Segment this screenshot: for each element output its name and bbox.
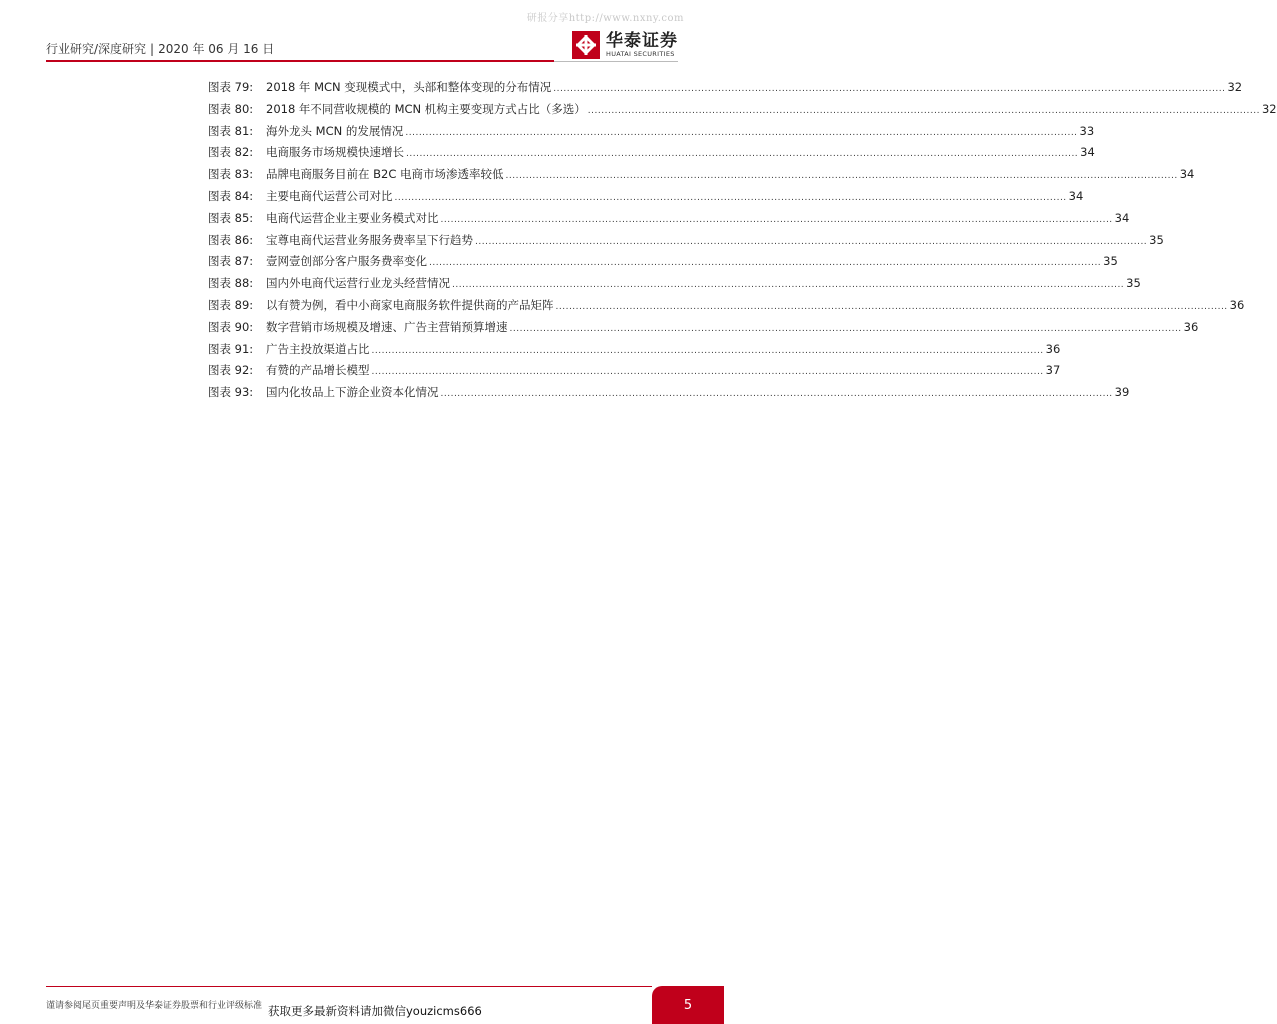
toc-leader-dots: ........................................................................................................................................................................................................ [371, 345, 1044, 356]
toc-entry-label: 图表 90: [208, 319, 254, 334]
toc-entry-page: 35 [1126, 276, 1141, 291]
toc-entry-title: 国内化妆品上下游企业资本化情况 [266, 385, 439, 400]
report-category: 行业研究/深度研究 [46, 42, 147, 56]
toc-leader-dots: ........................................................................................................................................................................................................ [553, 84, 1226, 94]
toc-entry[interactable] [208, 384, 1130, 406]
toc-leader-dots: ........................................................................................................................................................................................................ [394, 192, 1067, 203]
toc-entry-label: 图表 91: [208, 341, 254, 356]
toc-leader-dots: ........................................................................................................................................................................................................ [505, 171, 1178, 182]
huatai-logo [572, 30, 678, 60]
toc-entry[interactable] [208, 275, 1141, 297]
toc-entry-title: 2018 年 MCN 变现模式中，头部和整体变现的分布情况 [266, 80, 552, 94]
disclaimer-note: 谨请参阅尾页重要声明及华泰证券股票和行业评级标准 [46, 1001, 263, 1011]
toc-entry-title: 国内外电商代运营行业龙头经营情况 [266, 276, 450, 291]
toc-entry-label: 图表 83: [208, 167, 254, 182]
toc-entry[interactable] [208, 362, 1061, 384]
promo-text: 获取更多最新资料请加微信youzicms666 [268, 1004, 482, 1018]
toc-entry-title: 海外龙头 MCN 的发展情况 [266, 123, 404, 138]
toc-entry-page: 36 [1183, 319, 1199, 334]
toc-leader-dots: ........................................................................................................................................................................................................ [429, 258, 1102, 269]
toc-entry[interactable] [208, 123, 1095, 145]
header-separator: | [150, 42, 155, 56]
toc-leader-dots: ........................................................................................................................................................................................................ [406, 149, 1079, 160]
toc-entry-label: 图表 86: [208, 232, 254, 247]
toc-entry-label: 图表 88: [208, 276, 254, 291]
toc-leader-dots: ........................................................................................................................................................................................................ [509, 323, 1182, 334]
toc-entry-page: 35 [1149, 232, 1164, 247]
toc-entry-page: 32 [1261, 101, 1277, 116]
toc-entry-page: 33 [1079, 123, 1095, 138]
toc-entry-page: 34 [1179, 167, 1195, 182]
toc-entry-title: 以有赞为例，看中小商家电商服务软件提供商的产品矩阵 [266, 297, 554, 312]
toc-entry-label: 图表 82: [208, 145, 254, 160]
toc-leader-dots: ........................................................................................................................................................................................................ [440, 389, 1113, 400]
toc-entry-page: 34 [1080, 145, 1095, 160]
report-date: 2020 年 06 月 16 日 [158, 42, 275, 56]
logo-english-name: HUATAI SECURITIES [606, 50, 675, 58]
toc-entry-page: 32 [1227, 80, 1243, 94]
watermark: 研报分享http://www.nxny.com [526, 13, 684, 24]
logo-chinese-name: 华泰证券 [606, 31, 678, 51]
toc-entry-page: 36 [1045, 341, 1061, 356]
toc-entry-label: 图表 85: [208, 210, 254, 225]
toc-entry[interactable] [208, 166, 1195, 188]
toc-entry-title: 宝尊电商代运营业务服务费率呈下行趋势 [266, 232, 473, 247]
toc-entry-page: 37 [1045, 363, 1061, 378]
toc-entry[interactable] [208, 210, 1130, 232]
toc-entry[interactable] [208, 253, 1118, 275]
toc-entry-label: 图表 93: [208, 385, 254, 400]
toc-entry-page: 36 [1229, 297, 1245, 312]
toc-entry-page: 35 [1103, 254, 1118, 269]
toc-leader-dots: ........................................................................................................................................................................................................ [371, 367, 1044, 378]
huatai-logo-icon [572, 31, 600, 59]
toc-entry-title: 广告主投放渠道占比 [266, 341, 370, 356]
page-header [46, 31, 678, 60]
toc-entry-label: 图表 89: [208, 297, 254, 312]
toc-leader-dots: ........................................................................................................................................................................................................ [475, 236, 1148, 247]
toc-entry[interactable] [208, 232, 1164, 254]
toc-entry[interactable] [208, 319, 1199, 341]
toc-entry-label: 图表 79: [208, 80, 254, 94]
page-number: 5 [652, 986, 724, 1024]
toc-entry-label: 图表 87: [208, 254, 254, 269]
toc-entry-page: 39 [1114, 385, 1130, 400]
toc-entry-page: 34 [1068, 188, 1084, 203]
toc-entry[interactable] [208, 79, 1243, 101]
toc-entry-title: 壹网壹创部分客户服务费率变化 [266, 254, 427, 269]
toc-entry-page: 34 [1114, 210, 1130, 225]
toc-leader-dots: ........................................................................................................................................................................................................ [405, 127, 1078, 138]
header-meta [46, 40, 274, 57]
header-rule [46, 60, 554, 62]
toc-leader-dots: ........................................................................................................................................................................................................ [440, 214, 1113, 225]
toc-entry[interactable] [208, 188, 1084, 210]
toc-entry[interactable] [208, 297, 1245, 319]
toc-entry[interactable] [208, 144, 1095, 166]
toc-entry-title: 电商代运营企业主要业务模式对比 [266, 210, 439, 225]
footer-rule [46, 986, 652, 987]
toc-entry-title: 电商服务市场规模快速增长 [266, 145, 404, 160]
toc-entry[interactable] [208, 101, 1277, 123]
header-rule-secondary [554, 61, 678, 62]
toc-entry-title: 品牌电商服务目前在 B2C 电商市场渗透率较低 [266, 167, 504, 182]
toc-entry-title: 2018 年不同营收规模的 MCN 机构主要变现方式占比（多选） [266, 101, 586, 116]
toc-entry-label: 图表 80: [208, 101, 254, 116]
toc-entry-title: 有赞的产品增长模型 [266, 363, 370, 378]
toc-entry[interactable] [208, 341, 1061, 363]
toc-leader-dots: ........................................................................................................................................................................................................ [452, 280, 1125, 291]
figure-list [208, 79, 1277, 406]
toc-entry-label: 图表 84: [208, 188, 254, 203]
toc-leader-dots: ........................................................................................................................................................................................................ [587, 105, 1260, 116]
toc-entry-title: 数字营销市场规模及增速、广告主营销预算增速 [266, 319, 508, 334]
toc-entry-title: 主要电商代运营公司对比 [266, 188, 393, 203]
toc-leader-dots: ........................................................................................................................................................................................................ [555, 301, 1228, 312]
toc-entry-label: 图表 81: [208, 123, 254, 138]
toc-entry-label: 图表 92: [208, 363, 254, 378]
